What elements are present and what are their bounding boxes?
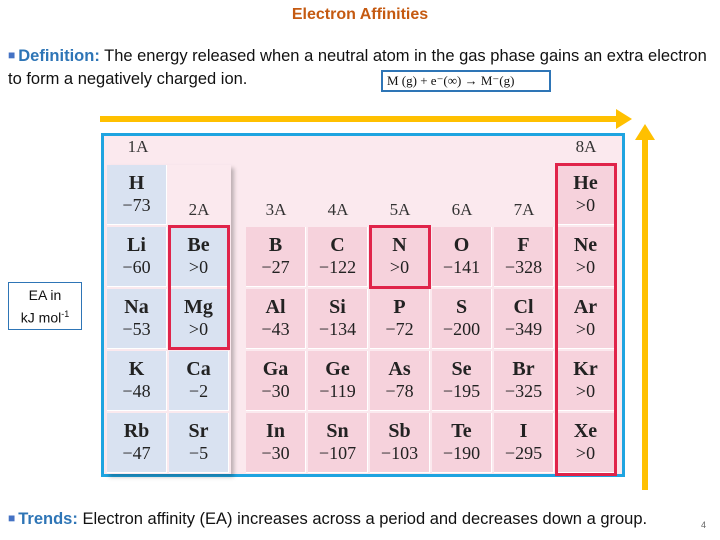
group-header-8a: 8A bbox=[575, 137, 597, 156]
element-ea-value: −60 bbox=[122, 257, 151, 277]
slide-title: Electron Affinities bbox=[291, 6, 429, 23]
element-n bbox=[370, 227, 430, 287]
element-ea-value: −30 bbox=[261, 443, 290, 463]
element-symbol: K bbox=[128, 358, 145, 380]
element-ea-value: −107 bbox=[318, 443, 357, 463]
element-symbol: Al bbox=[265, 296, 286, 318]
element-s bbox=[432, 289, 492, 349]
element-ea-value: >0 bbox=[188, 257, 209, 277]
element-he bbox=[556, 165, 616, 225]
element-ea-value: −200 bbox=[442, 319, 481, 339]
element-symbol: Si bbox=[329, 296, 346, 318]
element-ea-value: −2 bbox=[188, 381, 209, 401]
element-ea-value: >0 bbox=[575, 257, 596, 277]
element-symbol: Xe bbox=[573, 420, 598, 442]
element-ea-value: −47 bbox=[122, 443, 151, 463]
element-symbol: Sr bbox=[188, 420, 209, 442]
element-al bbox=[246, 289, 306, 349]
element-ar bbox=[556, 289, 616, 349]
element-ea-value: −48 bbox=[122, 381, 151, 401]
arrow-up-icon bbox=[635, 124, 655, 140]
element-ea-value: −53 bbox=[122, 319, 151, 339]
ea-label-line1: EA in bbox=[28, 287, 62, 303]
element-ea-value: −134 bbox=[318, 319, 357, 339]
bullet-icon: ■ bbox=[8, 511, 16, 525]
element-symbol: Ca bbox=[186, 358, 211, 380]
element-li bbox=[107, 227, 167, 287]
element-symbol: B bbox=[268, 234, 283, 256]
element-symbol: Be bbox=[187, 234, 210, 256]
element-ca bbox=[169, 351, 229, 411]
element-o bbox=[432, 227, 492, 287]
arrow-right-icon bbox=[616, 109, 632, 129]
element-symbol: In bbox=[266, 420, 285, 442]
element-ea-value: −103 bbox=[380, 443, 419, 463]
definition-keyword: Definition: bbox=[18, 47, 100, 65]
element-symbol: I bbox=[519, 420, 528, 442]
element-symbol: Se bbox=[451, 358, 472, 380]
element-ea-value: >0 bbox=[575, 195, 596, 215]
element-ea-value: −27 bbox=[261, 257, 290, 277]
element-symbol: Ga bbox=[262, 358, 289, 380]
element-ea-value: >0 bbox=[188, 319, 209, 339]
element-rb bbox=[107, 413, 167, 473]
element-f bbox=[494, 227, 554, 287]
element-ea-value: −119 bbox=[319, 381, 356, 401]
element-ea-value: −72 bbox=[385, 319, 414, 339]
element-be bbox=[169, 227, 229, 287]
element-cl bbox=[494, 289, 554, 349]
element-symbol: N bbox=[392, 234, 407, 256]
element-symbol: As bbox=[388, 358, 411, 380]
element-br bbox=[494, 351, 554, 411]
element-si bbox=[308, 289, 368, 349]
group-header-7a: 7A bbox=[513, 200, 535, 219]
element-symbol: He bbox=[573, 172, 598, 194]
element-symbol: Li bbox=[127, 234, 146, 256]
element-ea-value: −78 bbox=[385, 381, 414, 401]
ea-label-line2: kJ mol bbox=[20, 309, 62, 326]
element-k bbox=[107, 351, 167, 411]
element-p bbox=[370, 289, 430, 349]
element-ea-value: −43 bbox=[261, 319, 290, 339]
element-ea-value: >0 bbox=[389, 257, 410, 277]
group-header-5a: 5A bbox=[389, 200, 411, 219]
group-header-1a: 1A bbox=[127, 137, 149, 156]
element-ea-value: −122 bbox=[318, 257, 357, 277]
element-ea-value: −295 bbox=[504, 443, 543, 463]
element-b bbox=[246, 227, 306, 287]
element-ea-value: >0 bbox=[575, 319, 596, 339]
trends-body: Electron affinity (EA) increases across a period and decreases down a group. bbox=[77, 510, 648, 528]
element-symbol: Mg bbox=[184, 296, 213, 318]
element-ea-value: −190 bbox=[442, 443, 481, 463]
element-symbol: C bbox=[330, 234, 345, 256]
element-ea-value: −195 bbox=[442, 381, 481, 401]
definition-body: The energy released when a neutral atom in the gas phase gains an extra electron to form a negatively charged ion. bbox=[8, 47, 707, 88]
element-ea-value: −30 bbox=[261, 381, 290, 401]
element-ge bbox=[308, 351, 368, 411]
period-trend-arrow bbox=[100, 116, 618, 122]
group-header-4a: 4A bbox=[327, 200, 349, 219]
element-ga bbox=[246, 351, 306, 411]
element-c bbox=[308, 227, 368, 287]
element-symbol: H bbox=[128, 172, 145, 194]
group-trend-arrow bbox=[642, 140, 648, 490]
element-symbol: O bbox=[453, 234, 470, 256]
element-ea-value: −5 bbox=[188, 443, 209, 463]
element-as bbox=[370, 351, 430, 411]
element-ea-value: −73 bbox=[122, 195, 151, 215]
element-symbol: Br bbox=[512, 358, 535, 380]
element-ea-value: −325 bbox=[504, 381, 543, 401]
element-ea-value: −349 bbox=[504, 319, 543, 339]
trends-text bbox=[8, 510, 708, 529]
reaction-equation: M (g) + e⁻(∞) → M⁻(g) bbox=[381, 70, 551, 92]
element-symbol: Sn bbox=[326, 420, 349, 442]
element-symbol: S bbox=[455, 296, 468, 318]
ea-units-label bbox=[8, 282, 82, 330]
element-kr bbox=[556, 351, 616, 411]
element-ea-value: −141 bbox=[442, 257, 481, 277]
element-se bbox=[432, 351, 492, 411]
element-ne bbox=[556, 227, 616, 287]
element-sb bbox=[370, 413, 430, 473]
trends-keyword: Trends: bbox=[18, 510, 78, 528]
element-symbol: F bbox=[517, 234, 530, 256]
element-te bbox=[432, 413, 492, 473]
element-sn bbox=[308, 413, 368, 473]
element-i bbox=[494, 413, 554, 473]
element-h bbox=[107, 165, 167, 225]
element-symbol: P bbox=[393, 296, 406, 318]
element-na bbox=[107, 289, 167, 349]
element-symbol: Ar bbox=[573, 296, 598, 318]
element-ea-value: −328 bbox=[504, 257, 543, 277]
group-header-6a: 6A bbox=[451, 200, 473, 219]
element-mg bbox=[169, 289, 229, 349]
element-symbol: Ne bbox=[573, 234, 598, 256]
element-symbol: Rb bbox=[123, 420, 150, 442]
element-ea-value: >0 bbox=[575, 443, 596, 463]
group-header-3a: 3A bbox=[265, 200, 287, 219]
element-symbol: Te bbox=[451, 420, 472, 442]
definition-text bbox=[8, 44, 713, 91]
element-in bbox=[246, 413, 306, 473]
element-symbol: Na bbox=[124, 296, 149, 318]
element-sr bbox=[169, 413, 229, 473]
element-ea-value: >0 bbox=[575, 381, 596, 401]
page-number: 4 bbox=[700, 520, 706, 530]
ea-label-exponent: -1 bbox=[61, 309, 70, 319]
element-symbol: Cl bbox=[513, 296, 534, 318]
bullet-icon: ■ bbox=[8, 48, 16, 62]
element-symbol: Kr bbox=[573, 358, 598, 380]
element-symbol: Ge bbox=[325, 358, 350, 380]
element-symbol: Sb bbox=[388, 420, 411, 442]
element-xe bbox=[556, 413, 616, 473]
group-header-2a: 2A bbox=[188, 200, 210, 219]
